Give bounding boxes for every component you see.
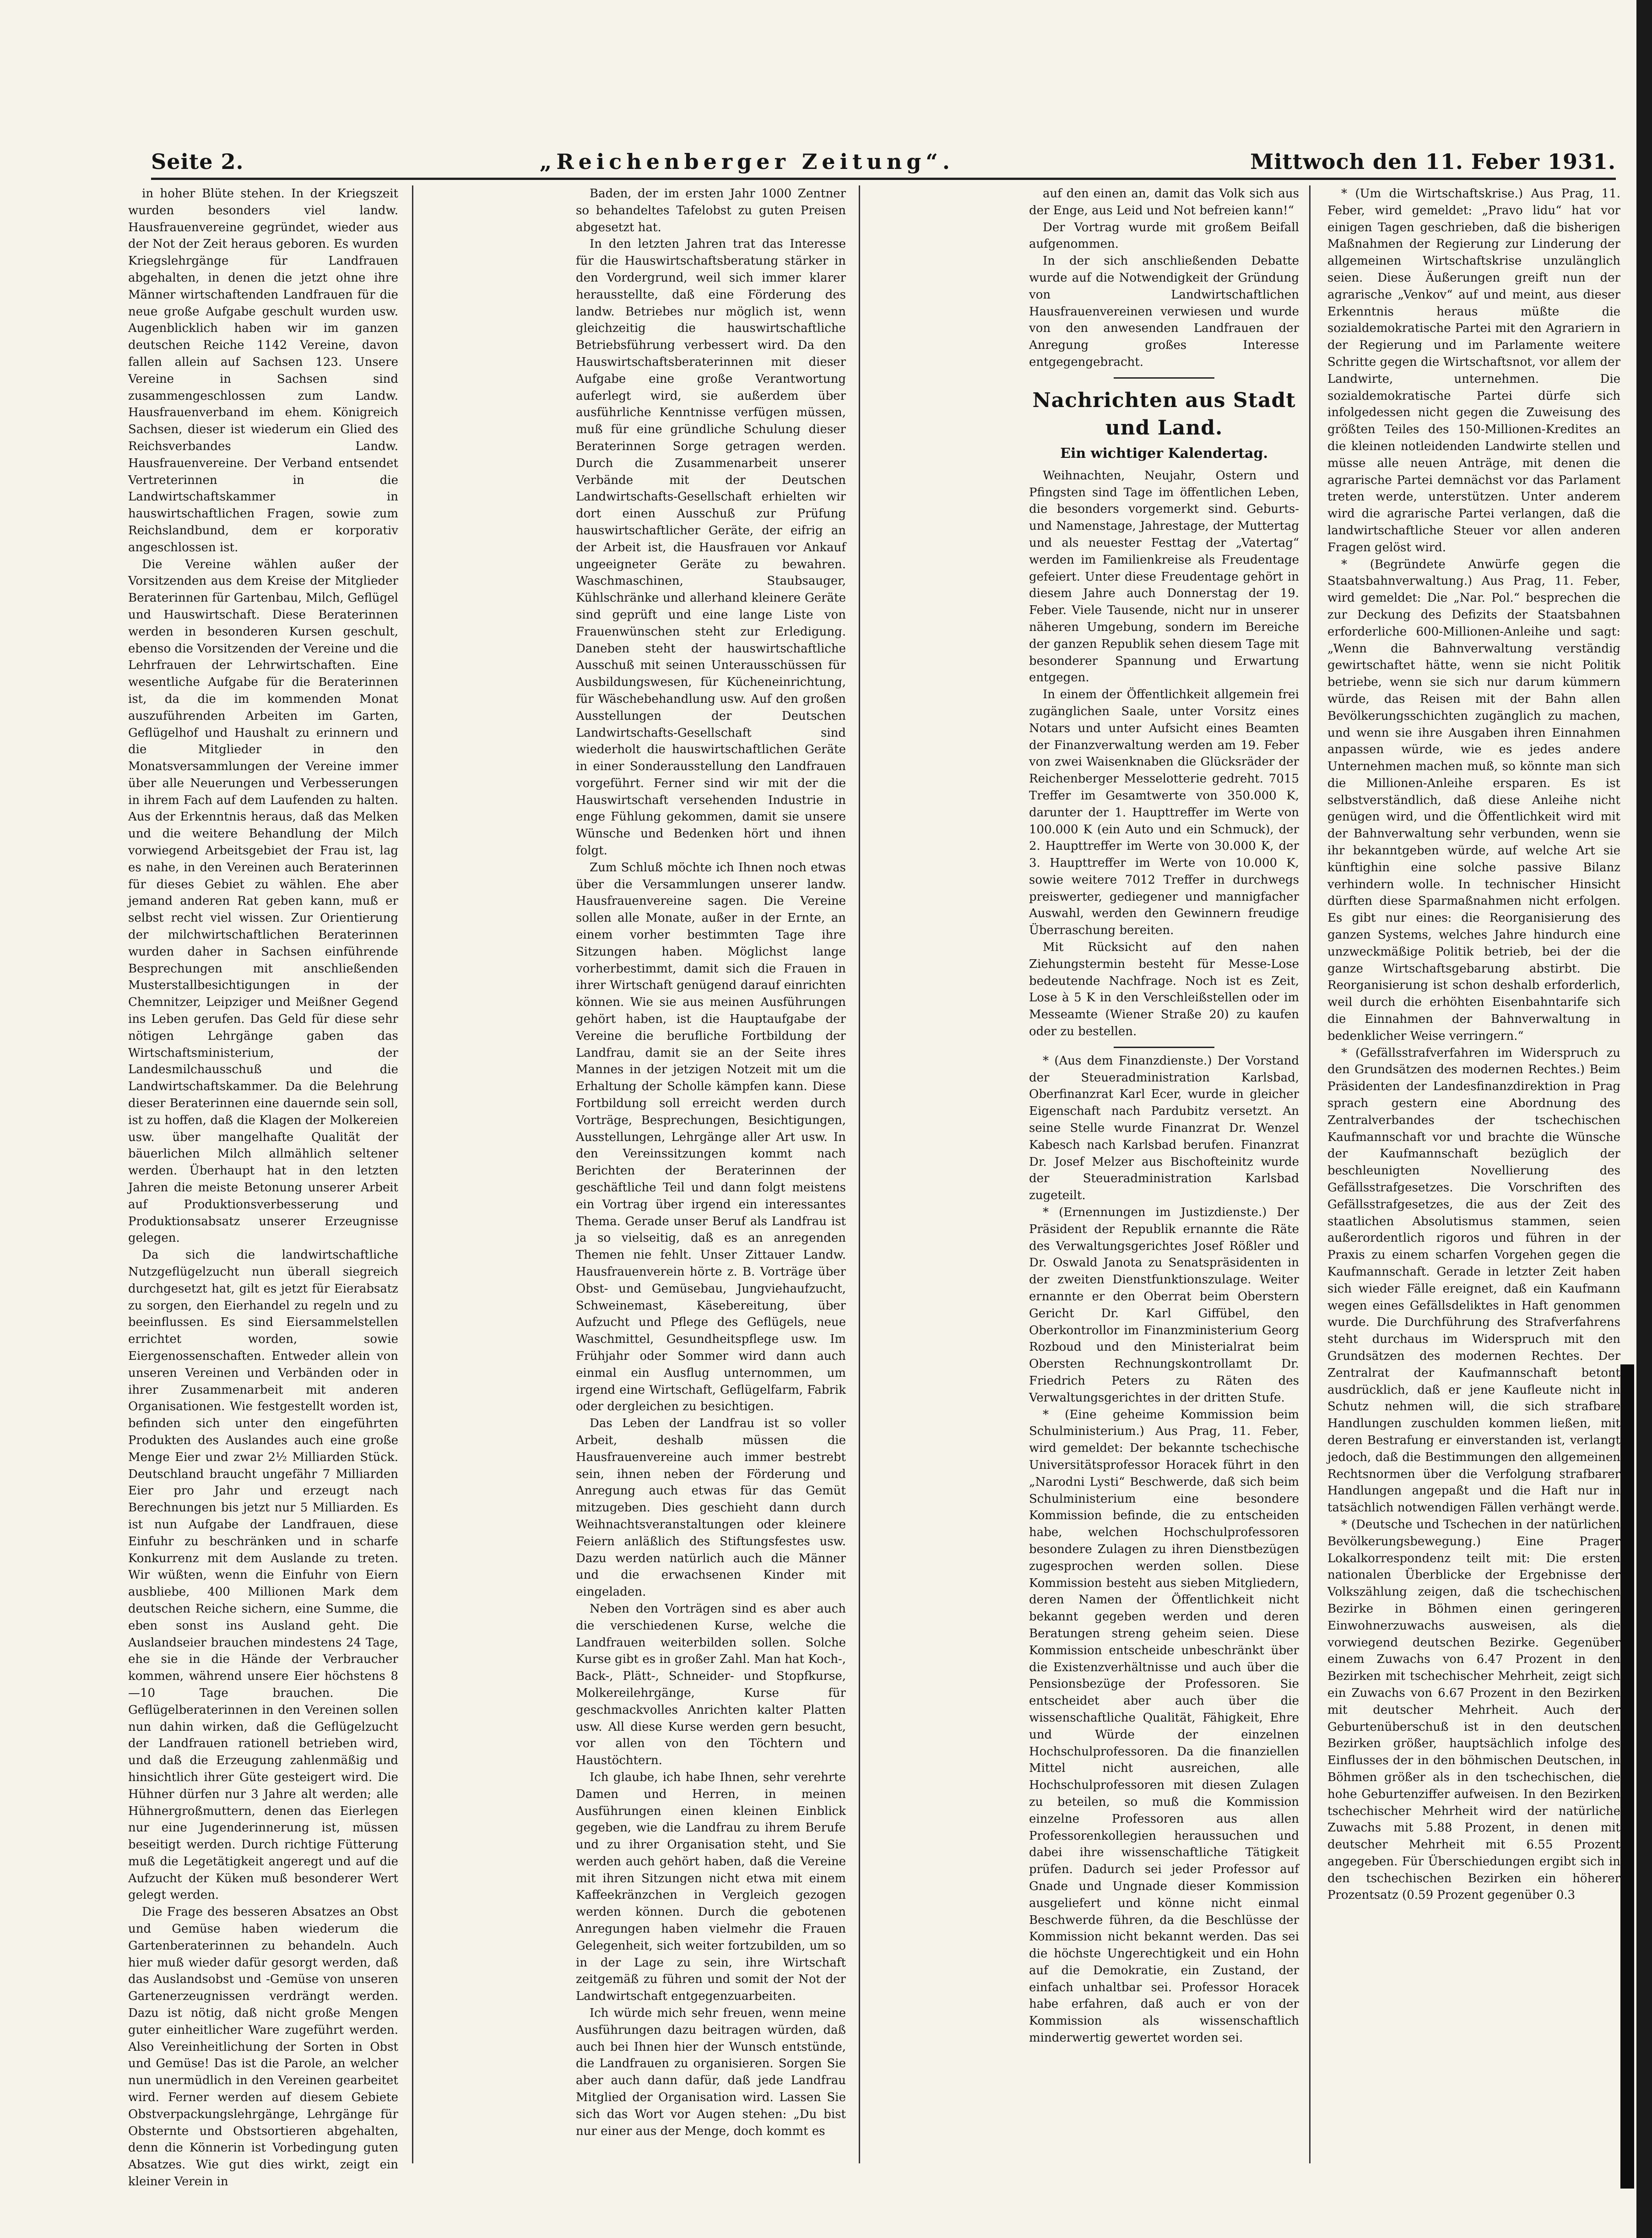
column-4 bbox=[1327, 185, 1620, 2154]
column-divider bbox=[412, 185, 413, 2163]
article-paragraph: auf den einen an, damit das Volk sich aus der Enge, aus Leid und Not befreien kann!“ bbox=[1029, 187, 1299, 217]
news-item: * (Deutsche und Tschechen in der natürlichen Bevölkerungsbewegung.) Eine Prager Lokalkorrespondenz teilt mit: Die ersten nationalen Überblicke der Ergebnisse der Volkszählung zeigen, daß die tschechischen Bezirke in Böhmen einen geringeren Einwohnerzuwachs ausweisen, als die vorwiegend deutschen Bezirke. Gegenüber einem Zuwachs von 6.47 Prozent in den Bezirken mit tschechischer Mehrheit, zeigt sich ein Zuwachs von 6.67 Prozent in den Bezirken mit deutscher Mehrheit. Auch der Geburtenüberschuß ist in den deutschen Bezirken größer, hauptsächlich infolge des Einflusses der in den böhmischen Deutschen, in Böhmen größer als in den tschechischen, die hohe Geburtenziffer aufweisen. In den Bezirken tschechischer Mehrheit wird der natürliche Zuwachs mit 5.88 Prozent, in denen mit deutscher Mehrheit mit 6.55 Prozent angegeben. Für Überschiedungen ergibt sich in den tschechischen Bezirken ein höherer Prozentsatz (0.59 Prozent gegenüber 0.3 bbox=[1327, 1517, 1620, 1902]
article-paragraph: Weihnachten, Neujahr, Ostern und Pfingsten sind Tage im öffentlichen Leben, die besonders vorgemerkt sind. Geburts- und Namenstage, Jahrestage, der Muttertag und als neuester Festtag der „Vatertag“ werden im Familienkreise als Freudentage gefeiert. Unter diese Freudentage gehört in diesem Jahre auch Donnerstag der 19. Feber. Viele Tausende, nicht nur in unserer näheren Umgebung, sondern im Bereiche der ganzen Republik sehen diesem Tage mit besonderer Spannung und Erwartung entgegen. bbox=[1029, 468, 1299, 685]
article-paragraph: Ich glaube, ich habe Ihnen, sehr verehrte Damen und Herren, in meinen Ausführungen einen kleinen Einblick gegeben, wie die Landfrau zu ihrem Berufe und zu ihrer Organisation steht, und Sie werden auch gehört haben, daß die Vereine mit ihren Sitzungen nicht etwa mit einem Kaffeekränzchen in Vergleich gezogen werden können. Durch die gebotenen Anregungen haben vielmehr die Frauen Gelegenheit, sich weiter fortzubilden, um so in der Lage zu sein, ihre Wirtschaft zeitgemäß zu führen und somit der Not der Landwirtschaft entgegenzuarbeiten. bbox=[576, 1770, 846, 2004]
article-heading: Ein wichtiger Kalendertag. bbox=[1060, 445, 1268, 462]
issue-date: Mittwoch den 11. Feber 1931. bbox=[1250, 149, 1616, 174]
article-paragraph: Zum Schluß möchte ich Ihnen noch etwas über die Versammlungen unserer landw. Hausfrauenvereine sagen. Die Vereine sollen alle Monate, außer in der Ernte, an einem vorher bestimmten Tage ihre Sitzungen haben. Möglichst lange vorherbestimmt, damit sich die Frauen in ihrer Wirtschaft genügend darauf einrichten können. Wie sie aus meinen Ausführungen gehört haben, ist die Hauptaufgabe der Vereine die berufliche Fortbildung der Landfrau, damit sie an der Seite ihres Mannes in der jetzigen Notzeit mit um die Erhaltung der Scholle kämpfen kann. Diese Fortbildung soll erreicht werden durch Vorträge, Besprechungen, Besichtigungen, Ausstellungen, Lehrgänge aller Art usw. In den Vereinssitzungen kommt nach Berichten der Beraterinnen der geschäftliche Teil und dann folgt meistens ein Vortrag über irgend ein interessantes Thema. Gerade unser Beruf als Landfrau ist ja so vielseitig, daß es an anregenden Themen nie fehlt. Unser Zittauer Landw. Hausfrauenverein hörte z. B. Vorträge über Obst- und Gemüsebau, Jungviehaufzucht, Schweinemast, Käsebereitung, über Aufzucht und Pflege des Geflügels, neue Waschmittel, Gesundheitspflege usw. Im Frühjahr oder Sommer wird dann auch einmal ein Ausflug unternommen, um irgend eine Wirtschaft, Geflügelfarm, Fabrik oder dergleichen zu besichtigen. bbox=[576, 860, 846, 1414]
article-paragraph: Baden, der im ersten Jahr 1000 Zentner so behandeltes Tafelobst zu guten Preisen abgesetzt hat. bbox=[576, 187, 846, 234]
column-3 bbox=[1029, 185, 1299, 2154]
header-rule bbox=[151, 178, 1616, 180]
section-heading: Nachrichten aus Stadt und Land. bbox=[1032, 388, 1296, 440]
news-item: * (Ernennungen im Justizdienste.) Der Präsident der Republik ernannte die Räte des Verwaltungsgerichtes Josef Rößler und Dr. Oswald Janota zu Senatspräsidenten in der zweiten Dienstfunktionszulage. Weiter ernannte er den Oberrat beim Oberstern Gericht Dr. Karl Giffübel, den Oberkontrollor im Finanzministerium Georg Rozboud und den Ministerialrat beim Obersten Rechnungskontrollamt Dr. Friedrich Peters zu Räten des Verwaltungsgerichtes in der dritten Stufe. bbox=[1029, 1206, 1299, 1405]
page-edge-shadow bbox=[1636, 0, 1652, 2238]
news-item: * (Aus dem Finanzdienste.) Der Vorstand der Steueradministration Karlsbad, Oberfinanzrat Karl Ecer, wurde in gleicher Eigenschaft nach Pardubitz versetzt. An seine Stelle wurde Finanzrat Dr. Wenzel Kabesch nach Karlsbad berufen. Finanzrat Dr. Josef Melzer aus Bischofteinitz wurde der Steueradministration Karlsbad zugeteilt. bbox=[1029, 1054, 1299, 1203]
article-paragraph: In der sich anschließenden Debatte wurde auf die Notwendigkeit der Gründung von Landwirtschaftlichen Hausfrauenvereinen verwiesen und wurde von den anwesenden Landfrauen der Anregung großes Interesse entgegengebracht. bbox=[1029, 254, 1299, 369]
article-paragraph: In einem der Öffentlichkeit allgemein frei zugänglichen Saale, unter Vorsitz eines Notars und unter Aufsicht eines Beamten der Finanzverwaltung werden am 19. Feber von zwei Waisenknaben die Glücksräder der Reichenberger Messelotterie gedreht. 7015 Treffer im Gesamtwerte von 350.000 K, darunter der 1. Haupttreffer im Werte von 100.000 K (ein Auto und ein Schmuck), der 2. Haupttreffer im Werte von 30.000 K, der 3. Haupttreffer im Werte von 10.000 K, sowie weitere 7012 Treffer in durchwegs preiswerter, gediegener und mannigfacher Auswahl, werden den Gewinnern freudige Überraschung bereiten. bbox=[1029, 688, 1299, 938]
page-header bbox=[151, 137, 1616, 174]
binding-shadow bbox=[1620, 1364, 1634, 2189]
section-rule bbox=[1114, 1047, 1214, 1048]
news-item: * (Um die Wirtschaftskrise.) Aus Prag, 11. Feber, wird gemeldet: „Pravo lidu“ hat vor einigen Tagen geschrieben, daß die bisherigen Maßnahmen der Regierung zur Linderung der allgemeinen Wirtschaftskrise unzulänglich seien. Diese Äußerungen greift nun der agrarische „Venkov“ auf und meint, aus dieser Erkenntnis heraus müßte die sozialdemokratische Partei mit den Agrariern in der Regierung und im Parlamente weitere Schritte gegen die Wirtschaftsnot, vor allem der Landwirte, unternehmen. Die sozialdemokratische Partei dürfe sich infolgedessen nicht gegen die Zuweisung des größten Teiles des 150-Millionen-Kredites an die kleinen notleidenden Landwirte stellen und müsse alle neuen Anträge, mit denen die agrarische Partei demnächst vor das Parlament treten werde, unterstützen. Unter anderem wird die agrarische Partei verlangen, daß die landwirtschaftliche Steuer vor allen anderen Fragen gelöst wird. bbox=[1327, 187, 1620, 554]
article-paragraph: in hoher Blüte stehen. In der Kriegszeit wurden besonders viel landw. Hausfrauenvereine gegründet, wieder aus der Not der Zeit heraus geboren. Es wurden Kriegslehrgänge für Landfrauen abgehalten, in denen die jetzt ohne ihre Männer wirtschaftenden Landfrauen für die neue große Aufgabe geschult wurden usw. Augenblicklich haben wir im ganzen deutschen Reiche 1142 Vereine, davon fallen allein auf Sachsen 123. Unsere Vereine in Sachsen sind zusammengeschlossen zum Landw. Hausfrauenverband im ehem. Königreich Sachsen, dieser ist wiederum ein Glied des Reichsverbandes Landw. Hausfrauenvereine. Der Verband entsendet Vertreterinnen in die Landwirtschaftskammer in hauswirtschaftlichen Fragen, sowie zum Reichslandbund, dem er korporativ angeschlossen ist. bbox=[128, 187, 398, 554]
column-divider bbox=[1309, 185, 1311, 2163]
news-item: * (Gefällsstrafverfahren im Widerspruch zu den Grundsätzen des modernen Rechtes.) Beim Präsidenten der Landesfinanzdirektion in Prag sprach gestern eine Abordnung des Zentralverbandes der tschechischen Kaufmannschaft vor und brachte die Wünsche der Kaufmannschaft bezüglich der beschleunigten Novellierung des Gefällsstrafgesetzes. Die Vorschriften des Gefällsstrafgesetzes, die aus der Zeit des staatlichen Absolutismus stammen, seien außerordentlich rigoros und führen in der Praxis zu einem scharfen Vorgehen gegen die Kaufmannschaft. Gerade in letzter Zeit haben sich wieder Fälle ereignet, daß ein Kaufmann wegen eines Gefällsdeliktes in Haft genommen wurde. Die Durchführung des Strafverfahrens steht durchaus im Widerspruch mit den Grundsätzen des modernen Rechtes. Der Zentralrat der Kaufmannschaft betont ausdrücklich, daß er jene Kaufleute nicht in Schutz nehmen will, die sich strafbare Handlungen zuschulden kommen ließen, mit deren Bestrafung er einverstanden ist, verlangt jedoch, daß die Bestimmungen den allgemeinen Rechtsnormen über die Verfolgung strafbarer Handlungen angepaßt und die Haft nur in tatsächlich notwendigen Fällen verhängt werde. bbox=[1327, 1046, 1620, 1515]
page-number: Seite 2. bbox=[151, 149, 244, 174]
article-paragraph: Der Vortrag wurde mit großem Beifall aufgenommen. bbox=[1029, 220, 1299, 251]
article-paragraph: Die Frage des besseren Absatzes an Obst und Gemüse haben wiederum die Gartenberaterinnen zu behandeln. Auch hier muß wieder dafür gesorgt werden, daß das Auslandsobst und -Gemüse von unseren Gartenerzeugnissen verdrängt werden. Dazu ist nötig, daß nicht große Mengen guter einheitlicher Ware zugeführt werden. Also Vereinheitlichung der Sorten in Obst und Gemüse! Das ist die Parole, an welcher nun unermüdlich in den Vereinen gearbeitet wird. Ferner werden auf diesem Gebiete Obstverpackungslehrgänge, Lehrgänge für Obsternte und Obstsortieren abgehalten, denn die Könnerin ist Vorbedingung guten Absatzes. Wie gut dies wirkt, zeigt ein kleiner Verein in bbox=[128, 1905, 398, 2189]
article-paragraph: Mit Rücksicht auf den nahen Ziehungstermin besteht für Messe-Lose bedeutende Nachfrage. Noch ist es Zeit, Lose à 5 K in den Verschleißstellen oder im Messeamte (Wiener Straße 20) zu kaufen oder zu bestellen. bbox=[1029, 940, 1299, 1039]
article-paragraph: Da sich die landwirtschaftliche Nutzgeflügelzucht nun überall siegreich durchgesetzt hat, gilt es jetzt für Eierabsatz zu sorgen, den Eierhandel zu regeln und zu beeinflussen. Es sind Eiersammelstellen errichtet worden, sowie Eiergenossenschaften. Entweder allein von unseren Vereinen und Verbänden oder in ihrer Zusammenarbeit mit anderen Organisationen. Wie festgestellt worden ist, befinden sich unter den eingeführten Produkten des Auslandes auch eine große Menge Eier und zwar 2½ Milliarden Stück. Deutschland braucht ungefähr 7 Milliarden Eier pro Jahr und erzeugt nach Berechnungen bis jetzt nur 5 Milliarden. Es ist nun Aufgabe der Landfrauen, diese Einfuhr zu beschränken und in scharfe Konkurrenz mit dem Auslande zu treten. Wir wüßten, wenn die Einfuhr von Eiern ausbliebe, 400 Millionen Mark dem deutschen Reiche sichern, eine Summe, die eben sonst ins Ausland geht. Die Auslandseier brauchen mindestens 24 Tage, ehe sie in die Hände der Verbraucher kommen, während unsere Eier höchstens 8—10 Tage brauchen. Die Geflügelberaterinnen in den Vereinen sollen nun dahin wirken, daß die Geflügelzucht der Landfrauen rationell betrieben wird, und daß die Erzeugung zahlenmäßig und hinsichtlich ihrer Güte gesteigert wird. Die Hühner dürfen nur 3 Jahre alt werden; alle Hühnergroßmuttern, denen das Eierlegen nur eine Jugenderinnerung ist, müssen beseitigt werden. Durch richtige Fütterung muß die Legetätigkeit angeregt und auf die Aufzucht der Küken muß besonderer Wert gelegt werden. bbox=[128, 1248, 398, 1902]
column-2 bbox=[576, 185, 846, 2154]
news-item: * (Begründete Anwürfe gegen die Staatsbahnverwaltung.) Aus Prag, 11. Feber, wird gemeldet: Die „Nar. Pol.“ besprechen die zur Deckung des Defizits der Staatsbahnen erforderliche 600-Millionen-Anleihe und sagt: „Wenn die Bahnverwaltung verständig gewirtschaftet hätte, wenn sie nicht Politik betriebe, wenn sie sich nur darum kümmern würde, das Reisen mit der Bahn allen Bevölkerungsschichten zugänglich zu machen, und wenn sie ihre Ausgaben ihren Einnahmen anpassen würde, wie es jedes andere Unternehmen machen muß, so könnte man sich die Millionen-Anleihe ersparen. Es ist selbstverständlich, daß diese Anleihe nicht genügen wird, und die Öffentlichkeit wird mit der Bahnverwaltung sehr verbunden, wenn sie ihr bekanntgeben würde, auf welche Art sie künftighin eine solche passive Bilanz verhindern wolle. In technischer Hinsicht dürften diese Sparmaßnahmen nicht erfolgen. Es gibt nur eines: die Reorganisierung des ganzen Systems, welches Jahre hindurch eine unzweckmäßige Politik betrieb, bei der die ganze Wirtschaftsgebarung abstirbt. Die Reorganisierung ist schon deshalb erforderlich, weil durch die erhöhten Eisenbahntarife sich die Einnahmen der Bahnverwaltung in bedenklicher Weise verringern.“ bbox=[1327, 557, 1620, 1043]
section-rule bbox=[1114, 377, 1214, 379]
article-paragraph: Die Vereine wählen außer der Vorsitzenden aus dem Kreise der Mitglieder Beraterinnen für Gartenbau, Milch, Geflügel und Hauswirtschaft. Diese Beraterinnen werden in besonderen Kursen geschult, ebenso die Vorsitzenden der Vereine und die Lehrfrauen der Lehrwirtschaften. Eine wesentliche Aufgabe für die Beraterinnen ist, da die im kommenden Monat auszuführenden Arbeiten im Garten, Geflügelhof und Haushalt zu erinnern und die Mitglieder in den Monatsversammlungen der Vereine immer über alle Neuerungen und Verbesserungen in ihrem Fach auf dem Laufenden zu halten. Aus der Erkenntnis heraus, daß das Melken und die weitere Behandlung der Milch vorwiegend Arbeitsgebiet der Frau ist, lag es nahe, in den Vereinen auch Beraterinnen für dieses Gebiet zu wählen. Ehe aber jemand anderen Rat geben kann, muß er selbst recht viel wissen. Zur Orientierung der milchwirtschaftlichen Beraterinnen wurden daher in Sachsen einführende Besprechungen mit anschließenden Musterstallbesichtigungen in der Chemnitzer, Leipziger und Meißner Gegend ins Leben gerufen. Das Geld für diese sehr nötigen Lehrgänge gaben das Wirtschaftsministerium, der Landesmilchausschuß und die Landwirtschaftskammer. Da die Belehrung dieser Beraterinnen eine dauernde sein soll, ist zu hoffen, daß die Klagen der Molkereien usw. über mangelhafte Qualität der bäuerlichen Milch allmählich seltener werden. Überhaupt hat in den letzten Jahren die meiste Betonung unserer Arbeit auf Produktionsverbesserung und Produktionsabsatz unserer Erzeugnisse gelegen. bbox=[128, 557, 398, 1245]
news-item: * (Eine geheime Kommission beim Schulministerium.) Aus Prag, 11. Feber, wird gemeldet: Der bekannte tschechische Universitätsprofessor Horacek führt in den „Narodni Lysti“ Beschwerde, daß sich beim Schulministerium eine besondere Kommission befinde, die zu entscheiden habe, welchen Hochschulprofessoren besondere Zulagen zu ihren Dienstbezügen zugesprochen werden sollen. Diese Kommission besteht aus sieben Mitgliedern, deren Namen der Öffentlichkeit nicht bekannt gegeben werden und deren Beratungen streng geheim seien. Diese Kommission entscheide unbeschränkt über die Existenzverhältnisse und auch über die Pensionsbezüge der Professoren. Sie entscheidet aber auch über die wissenschaftliche Qualität, Fähigkeit, Ehre und Würde der einzelnen Hochschulprofessoren. Da die finanziellen Mittel nicht ausreichen, alle Hochschulprofessoren mit diesen Zulagen zu beteilen, so muß die Kommission einzelne Professoren aus allen Professorenkollegien heraussuchen und dabei ihre wissenschaftliche Tätigkeit prüfen. Dadurch sei jeder Professor auf Gnade und Ungnade dieser Kommission ausgeliefert und könne nicht einmal Beschwerde führen, da die Beschlüsse der Kommission nicht bekannt werden. Das sei die höchste Ungerechtigkeit und ein Hohn auf die Demokratie, ein Zustand, der einfach unhaltbar sei. Professor Horacek habe erfahren, daß auch er von der Kommission als wissenschaftlich minderwertig gewertet worden sei. bbox=[1029, 1407, 1299, 2045]
article-paragraph: In den letzten Jahren trat das Interesse für die Hauswirtschaftsberatung stärker in den Vordergrund, weil sich immer klarer herausstellte, daß eine Förderung des landw. Betriebes nur möglich ist, wenn gleichzeitig die hauswirtschaftliche Betriebsführung verbessert wird. Da den Hauswirtschaftsberaterinnen mit dieser Aufgabe eine große Verantwortung auferlegt wird, sie außerdem über ausführliche Kenntnisse verfügen müssen, muß für eine gründliche Schulung dieser Beraterinnen Sorge getragen werden. Durch die Zusammenarbeit unserer Verbände mit der Deutschen Landwirtschafts-Gesellschaft erhielten wir dort einen Ausschuß zur Prüfung hauswirtschaftlicher Geräte, der eifrig an der Arbeit ist, die Hausfrauen vor Ankauf ungeeigneter Geräte zu bewahren. Waschmaschinen, Staubsauger, Kühlschränke und allerhand kleinere Geräte sind geprüft und eine lange Liste von Frauenwünschen steht zur Erledigung. Daneben steht der hauswirtschaftliche Ausschuß mit seinen Unterausschüssen für Ausbildungswesen, für Kücheneinrichtung, für Wäschebehandlung usw. Auf den großen Ausstellungen der Deutschen Landwirtschafts-Gesellschaft sind wiederholt die hauswirtschaftlichen Geräte in einer Sonderausstellung den Landfrauen vorgeführt. Ferner sind wir mit der die Hauswirtschaft versehenden Industrie in enge Fühlung gekommen, damit sie unsere Wünsche und Bedenken hört und ihnen folgt. bbox=[576, 237, 846, 858]
article-paragraph: Das Leben der Landfrau ist so voller Arbeit, deshalb müssen die Hausfrauenvereine auch immer bestrebt sein, ihnen neben der Förderung und Anregung auch etwas für das Gemüt mitzugeben. Dies geschieht dann durch Weihnachtsveranstaltungen oder kleinere Feiern anläßlich des Stiftungsfestes usw. Dazu werden natürlich auch die Männer und die erwachsenen Kinder mit eingeladen. bbox=[576, 1417, 846, 1599]
column-divider bbox=[859, 185, 860, 2163]
column-1 bbox=[128, 185, 398, 2189]
article-paragraph: Ich würde mich sehr freuen, wenn meine Ausführungen dazu beitragen würden, daß auch bei Ihnen hier der Wunsch entstünde, die Landfrauen zu organisieren. Sorgen Sie aber auch dann dafür, daß jede Landfrau Mitglied der Organisation wird. Lassen Sie sich das Wort vor Augen stehen: „Du bist nur einer aus der Menge, doch kommt es bbox=[576, 2006, 846, 2138]
article-paragraph: Neben den Vorträgen sind es aber auch die verschiedenen Kurse, welche die Landfrauen weiterbilden sollen. Solche Kurse gibt es in großer Zahl. Man hat Koch-, Back-, Plätt-, Schneider- und Stopfkurse, Molkereilehrgänge, Kurse für geschmackvolles Anrichten kalter Platten usw. All diese Kurse werden gern besucht, vor allen von den Töchtern und Haustöchtern. bbox=[576, 1602, 846, 1768]
newspaper-title: „Reichenberger Zeitung“. bbox=[539, 149, 954, 174]
